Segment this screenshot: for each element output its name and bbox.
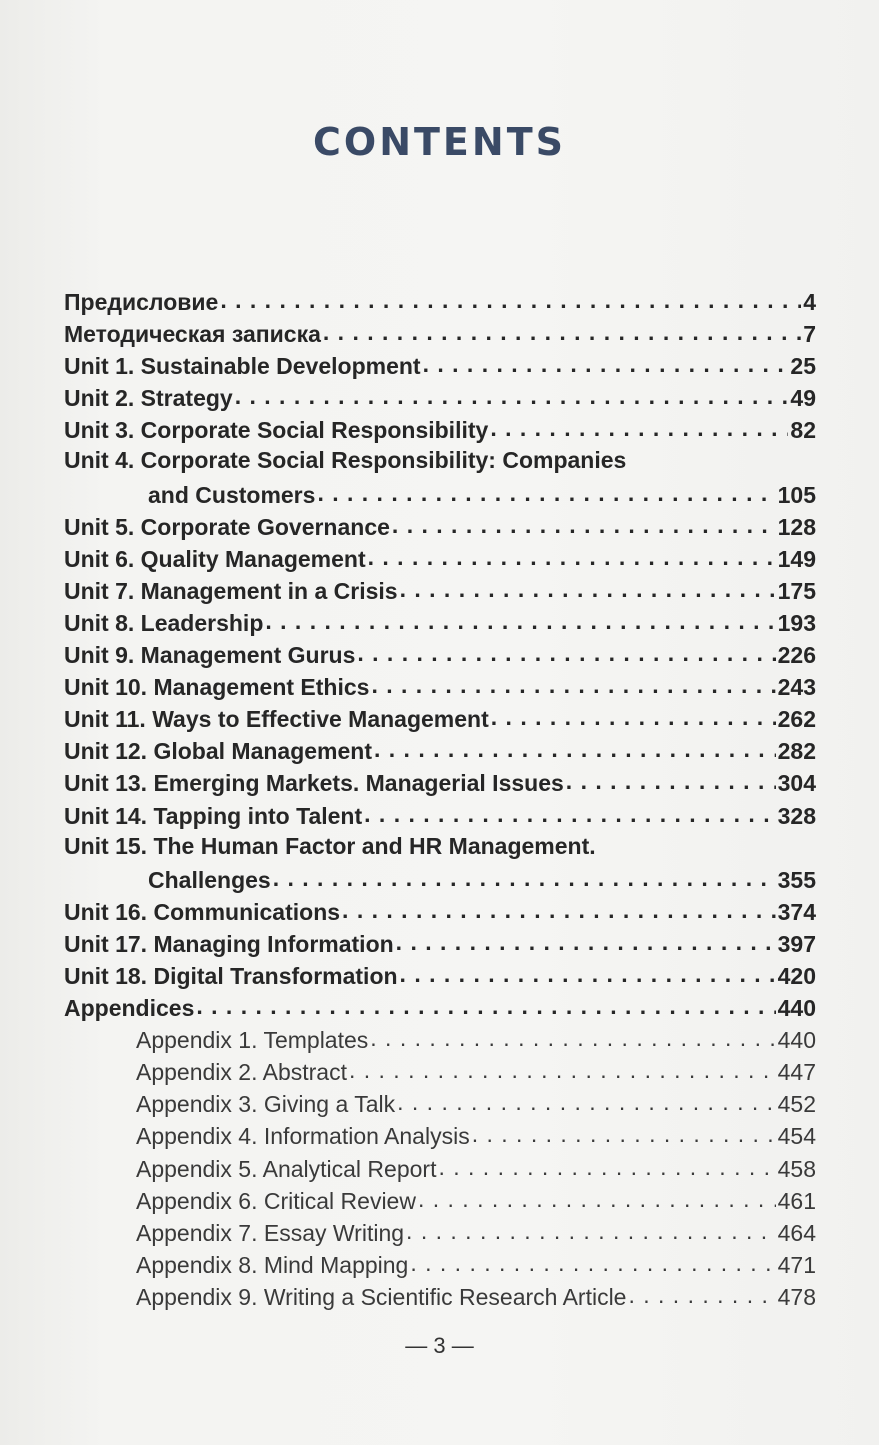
toc-entry-title: Unit 3. Corporate Social Responsibility [64,417,489,444]
toc-entry [64,415,816,447]
toc-entry [64,768,816,800]
toc-entry-title: Unit 1. Sustainable Development [64,353,421,380]
toc-entry-title: Unit 2. Strategy [64,385,233,412]
toc-entry-page-number: 7 [803,321,816,348]
toc-entry [64,447,816,479]
toc-entry-title: Unit 6. Quality Management [64,545,366,572]
toc-entry-page-number: 440 [777,995,816,1022]
toc-entry-page-number: 420 [777,962,816,989]
toc-entry-page-number: 355 [777,866,816,893]
toc-entry [64,865,816,897]
toc-entry [64,351,816,383]
table-of-contents [64,287,816,1314]
toc-entry-title: Unit 4. Corporate Social Responsibility: Companies [64,447,627,474]
toc-entry-title: Unit 18. Digital Transformation [64,962,398,989]
toc-entry-page-number: 49 [790,385,816,412]
toc-entry-page-number: 25 [790,353,816,380]
toc-entry [64,1025,816,1057]
toc-entry [64,833,816,865]
toc-entry-page-number: 440 [777,1027,816,1054]
toc-entry-page-number: 175 [777,577,816,604]
toc-entry-title: Unit 17. Managing Information [64,930,394,957]
toc-entry [64,1186,816,1218]
toc-entry [64,1282,816,1314]
toc-entry-title: Appendix 5. Analytical Report [136,1155,437,1182]
toc-entry-title: Unit 10. Management Ethics [64,674,370,701]
toc-entry-title: and Customers [148,481,316,508]
toc-entry-title: Unit 8. Leadership [64,609,264,636]
toc-entry-title: Unit 16. Communications [64,898,341,925]
dot-leader [220,287,801,310]
toc-entry-title: Appendices [64,995,195,1022]
toc-entry-title: Appendix 6. Critical Review [136,1187,416,1214]
toc-entry [64,319,816,351]
toc-entry-title: Appendix 8. Mind Mapping [136,1251,409,1278]
toc-entry-page-number: 243 [777,674,816,701]
dot-leader [423,351,789,374]
dot-leader [364,801,775,824]
toc-entry-page-number: 193 [777,609,816,636]
toc-entry [64,1154,816,1186]
page-number-folio: — 3 — [405,1333,474,1358]
toc-entry-title: Appendix 3. Giving a Talk [136,1091,396,1118]
toc-entry [64,704,816,736]
dot-leader [491,704,776,727]
toc-entry-page-number: 452 [777,1091,816,1118]
dot-leader [265,608,775,631]
toc-entry-title: Unit 12. Global Management [64,738,372,765]
toc-entry-page-number: 282 [777,738,816,765]
dot-leader [374,736,776,759]
toc-entry [64,801,816,833]
dot-leader [628,1282,775,1305]
toc-entry-page-number: 447 [777,1059,816,1086]
toc-entry-page-number: 149 [777,545,816,572]
toc-entry-page-number: 478 [777,1283,816,1310]
toc-entry-title: Unit 14. Tapping into Talent [64,802,363,829]
toc-entry-page-number: 82 [790,417,816,444]
dot-leader [410,1250,775,1273]
toc-entry-title: Appendix 4. Information Analysis [136,1123,470,1150]
toc-entry-page-number: 454 [777,1123,816,1150]
toc-entry-page-number: 397 [777,930,816,957]
toc-entry [64,736,816,768]
dot-leader [566,768,776,791]
dot-leader [370,1025,775,1048]
toc-entry-title: Appendix 7. Essay Writing [136,1219,405,1246]
dot-leader [235,383,789,406]
dot-leader [368,544,776,567]
toc-entry [64,544,816,576]
toc-entry [64,608,816,640]
toc-entry-title: Unit 7. Management in a Crisis [64,577,398,604]
toc-entry [64,993,816,1025]
toc-entry-page-number: 226 [777,642,816,669]
toc-entry-page-number: 4 [803,289,816,315]
toc-entry [64,1218,816,1250]
dot-leader [490,415,788,438]
toc-entry [64,929,816,961]
toc-entry-page-number: 105 [777,481,816,508]
toc-entry-title: Appendix 2. Abstract [136,1059,347,1086]
dot-leader [317,480,775,503]
dot-leader [438,1154,775,1177]
toc-entry-title: Unit 15. The Human Factor and HR Management. [64,832,596,859]
toc-entry-page-number: 461 [777,1187,816,1214]
page-title: CONTENTS [313,120,566,164]
toc-entry [64,287,816,319]
toc-entry-page-number: 464 [777,1219,816,1246]
toc-entry [64,383,816,415]
dot-leader [418,1186,776,1209]
toc-entry-title: Предисловие [64,289,219,315]
toc-entry-title: Unit 13. Emerging Markets. Managerial Issues [64,770,564,797]
dot-leader [371,672,775,695]
dot-leader [392,512,776,535]
dot-leader [349,1057,776,1080]
toc-entry-page-number: 128 [777,513,816,540]
dot-leader [357,640,775,663]
toc-entry-title: Unit 9. Management Gurus [64,642,356,669]
toc-entry [64,512,816,544]
toc-entry [64,1121,816,1153]
toc-entry-page-number: 458 [777,1155,816,1182]
toc-entry-title: Challenges [148,866,271,893]
toc-entry-page-number: 262 [777,706,816,733]
toc-entry [64,640,816,672]
dot-leader [400,961,776,984]
toc-entry [64,480,816,512]
dot-leader [323,319,801,342]
toc-entry-page-number: 304 [777,770,816,797]
toc-entry-page-number: 374 [777,898,816,925]
toc-entry [64,897,816,929]
toc-entry-page-number: 471 [777,1251,816,1278]
toc-entry-title: Appendix 1. Templates [136,1027,369,1054]
toc-entry [64,576,816,608]
dot-leader [273,865,776,888]
toc-entry-page-number: 328 [777,802,816,829]
toc-entry [64,672,816,704]
toc-entry-title: Unit 5. Corporate Governance [64,513,390,540]
dot-leader [400,576,776,599]
dot-leader [406,1218,776,1241]
toc-entry [64,1250,816,1282]
dot-leader [472,1121,776,1144]
toc-entry [64,1089,816,1121]
dot-leader [397,1089,776,1112]
toc-entry-title: Методическая записка [64,321,321,348]
toc-entry-title: Appendix 9. Writing a Scientific Research Article [136,1283,627,1310]
dot-leader [342,897,776,920]
toc-entry [64,1057,816,1089]
dot-leader [196,993,775,1016]
dot-leader [396,929,776,952]
toc-entry-title: Unit 11. Ways to Effective Management [64,706,489,733]
toc-entry [64,961,816,993]
